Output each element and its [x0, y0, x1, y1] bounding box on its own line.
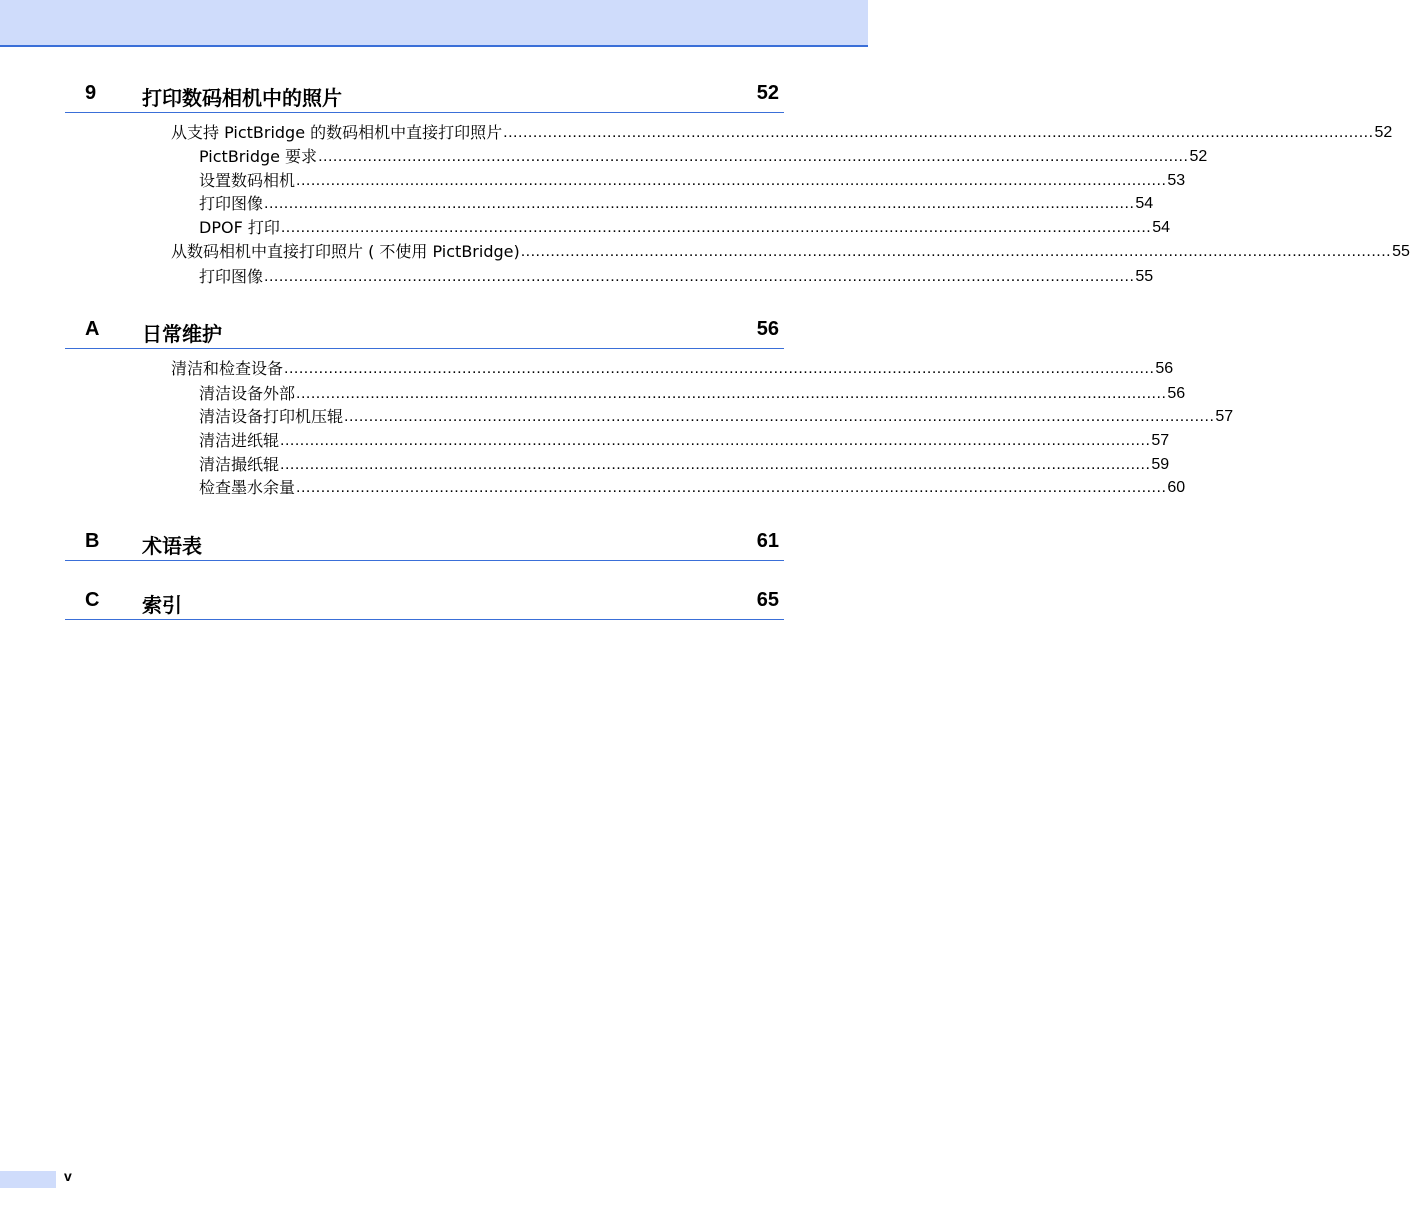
toc-entry[interactable] — [199, 169, 1186, 191]
chapter-number: 9 — [85, 82, 97, 104]
header-band — [0, 0, 868, 47]
page-number: v — [64, 1168, 72, 1184]
toc-entry-text: 设置数码相机 — [199, 171, 296, 190]
chapter-heading[interactable] — [65, 589, 784, 620]
footer-band — [0, 1171, 56, 1188]
toc-entry-page: 57 — [1151, 432, 1170, 449]
toc-entry-text: 检查墨水余量 — [199, 478, 296, 497]
toc-entry[interactable] — [199, 405, 1234, 427]
chapter-page: 65 — [756, 589, 779, 611]
toc-entry-page: 56 — [1167, 385, 1186, 402]
chapter-heading[interactable] — [65, 318, 784, 349]
toc-entry-page: 53 — [1167, 172, 1186, 189]
toc-entry-text: DPOF 打印 — [199, 218, 280, 237]
toc-entry-text: PictBridge 要求 — [199, 147, 318, 166]
toc-entry-page: 59 — [1151, 456, 1170, 473]
dot-leader: ................................................................................................................................................................................ — [264, 195, 1135, 212]
dot-leader: ................................................................................................................................................................................ — [296, 479, 1167, 496]
toc-entry-text: 打印图像 — [199, 267, 264, 286]
dot-leader: ................................................................................................................................................................................ — [318, 148, 1189, 165]
toc-entry[interactable] — [199, 429, 1170, 451]
toc-entry[interactable] — [171, 240, 1410, 262]
toc-entry-page: 60 — [1167, 479, 1186, 496]
toc-entry-page: 52 — [1374, 124, 1393, 141]
toc-entry-page: 55 — [1392, 243, 1410, 260]
dot-leader: ................................................................................................................................................................................ — [296, 172, 1167, 189]
dot-leader: ................................................................................................................................................................................ — [280, 456, 1151, 473]
toc-entry[interactable] — [199, 453, 1170, 475]
toc-entry[interactable] — [199, 265, 1154, 287]
toc-entry-text: 清洁撮纸辊 — [199, 455, 280, 474]
toc-entry-page: 54 — [1152, 219, 1171, 236]
toc-entry-text: 清洁设备打印机压辊 — [199, 407, 344, 426]
toc-entry-text: 清洁进纸辊 — [199, 431, 280, 450]
toc-entry-page: 55 — [1135, 268, 1154, 285]
dot-leader: ................................................................................................................................................................................ — [296, 385, 1167, 402]
toc-entry[interactable] — [199, 216, 1171, 238]
toc-entry-page: 57 — [1215, 408, 1234, 425]
dot-leader: ................................................................................................................................................................................ — [503, 124, 1374, 141]
chapter-number: C — [85, 589, 100, 611]
toc-entry[interactable] — [199, 382, 1186, 404]
dot-leader: ................................................................................................................................................................................ — [344, 408, 1215, 425]
toc-entry-text: 打印图像 — [199, 194, 264, 213]
toc-entry[interactable] — [171, 121, 1393, 143]
chapter-page: 56 — [756, 318, 779, 340]
chapter-page: 61 — [756, 530, 779, 552]
chapter-number: A — [85, 318, 100, 340]
chapter-title: 术语表 — [142, 534, 202, 558]
toc-entry[interactable] — [171, 357, 1174, 379]
toc-entry-page: 54 — [1135, 195, 1154, 212]
toc-entry-text: 清洁和检查设备 — [171, 359, 284, 378]
chapter-number: B — [85, 530, 100, 552]
toc-entry-text: 清洁设备外部 — [199, 384, 296, 403]
toc-entry-page: 52 — [1189, 148, 1208, 165]
dot-leader: ................................................................................................................................................................................ — [284, 360, 1155, 377]
dot-leader: ................................................................................................................................................................................ — [520, 243, 1392, 260]
chapter-title: 打印数码相机中的照片 — [142, 86, 342, 110]
chapter-heading[interactable] — [65, 530, 784, 561]
dot-leader: ................................................................................................................................................................................ — [280, 219, 1152, 236]
dot-leader: ................................................................................................................................................................................ — [280, 432, 1151, 449]
toc-entry[interactable] — [199, 476, 1186, 498]
toc-entry[interactable] — [199, 192, 1154, 214]
toc-entry[interactable] — [199, 145, 1208, 167]
chapter-title: 索引 — [142, 593, 182, 617]
chapter-page: 52 — [756, 82, 779, 104]
toc-entry-page: 56 — [1155, 360, 1174, 377]
chapter-heading[interactable] — [65, 82, 784, 113]
chapter-title: 日常维护 — [142, 322, 222, 346]
dot-leader: ................................................................................................................................................................................ — [264, 268, 1135, 285]
toc-entry-text: 从数码相机中直接打印照片 ( 不使用 PictBridge) — [171, 242, 520, 261]
toc-entry-text: 从支持 PictBridge 的数码相机中直接打印照片 — [171, 123, 503, 142]
